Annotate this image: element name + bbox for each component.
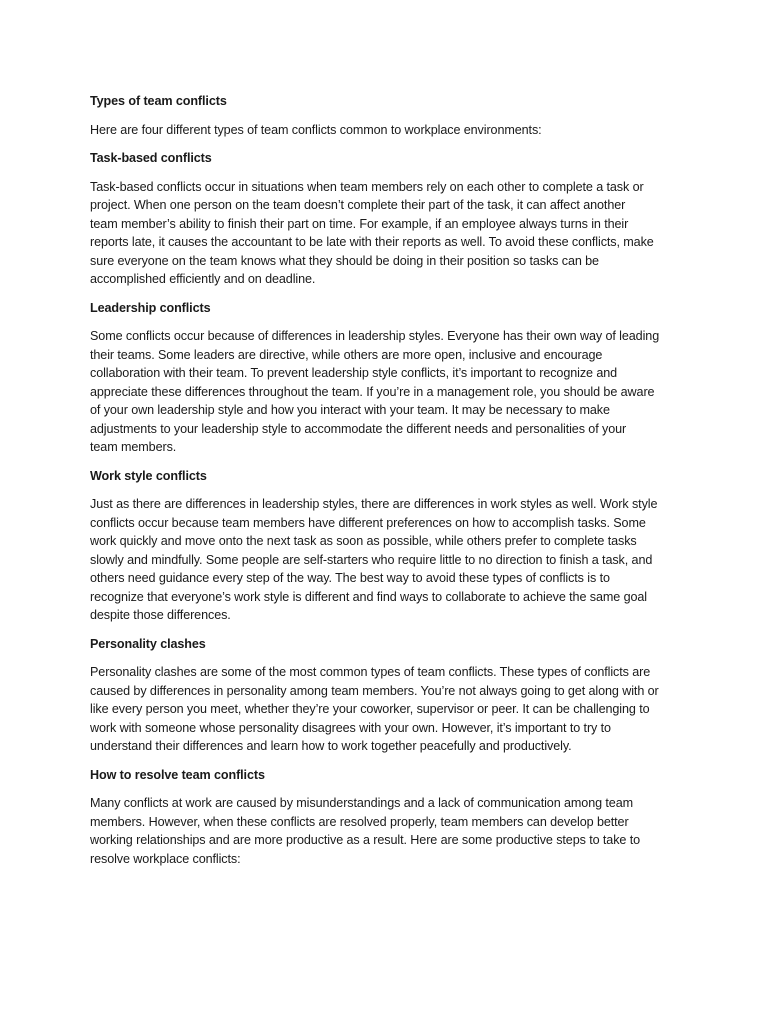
- paragraph-line: reports late, it causes the accountant to be late with their reports as well. To avoid these conflicts, make: [90, 235, 654, 249]
- paragraph-line: of your own leadership style and how you interact with your team. It may be necessary to make: [90, 403, 610, 417]
- section-heading: Task-based conflicts: [90, 151, 212, 165]
- paragraph-line: caused by differences in personality among team members. You’re not always going to get along with or: [90, 683, 659, 698]
- paragraph-line: like every person you meet, whether they’re your coworker, supervisor or peer. It can be challenging to: [90, 702, 650, 716]
- section-heading: How to resolve team conflicts: [90, 767, 265, 782]
- paragraph-line: resolve workplace conflicts:: [90, 851, 241, 866]
- section-task-based: [90, 149, 690, 289]
- paragraph-line: team members.: [90, 440, 177, 454]
- section-heading: Personality clashes: [90, 636, 206, 651]
- section-paragraph: [90, 495, 690, 625]
- paragraph-line: sure everyone on the team knows what they should be doing in their position so tasks can be: [90, 253, 599, 268]
- section-paragraph: [90, 663, 690, 756]
- paragraph-line: conflicts occur because team members have different preferences on how to accomplish tasks. Some: [90, 515, 646, 530]
- paragraph-line: Many conflicts at work are caused by misunderstandings and a lack of communication among team: [90, 796, 633, 810]
- section-heading: Leadership conflicts: [90, 300, 211, 315]
- paragraph-line: understand their differences and learn how to work together peacefully and productively.: [90, 739, 572, 753]
- paragraph-line: project. When one person on the team doesn’t complete their part of the task, it can affect another: [90, 198, 626, 212]
- intro-paragraph: Here are four different types of team conflicts common to workplace environments:: [90, 122, 542, 137]
- section-resolve: [90, 766, 690, 869]
- paragraph-line: slowly and mindfully. Some people are self-starters who require little to no direction to finish a task, and: [90, 552, 653, 567]
- paragraph-line: their teams. Some leaders are directive, while others are more open, inclusive and encourage: [90, 347, 603, 362]
- section-paragraph: [90, 327, 690, 457]
- section-paragraph: [90, 794, 690, 868]
- section-work-style: [90, 467, 690, 625]
- section-personality: [90, 635, 690, 756]
- paragraph-line: team member’s ability to finish their part on time. For example, if an employee always turns in their: [90, 216, 629, 231]
- paragraph-line: appreciate these differences throughout the team. If you’re in a management role, you should be aware: [90, 384, 655, 399]
- paragraph-line: Some conflicts occur because of differences in leadership styles. Everyone has their own way of leading: [90, 329, 660, 343]
- paragraph-line: Task-based conflicts occur in situations when team members rely on each other to complete a task or: [90, 179, 644, 194]
- section-paragraph: [90, 178, 690, 289]
- paragraph-line: adjustments to your leadership style to accommodate the different needs and personalities of your: [90, 421, 627, 436]
- paragraph-line: members. However, when these conflicts are resolved properly, team members can develop better: [90, 814, 629, 829]
- paragraph-line: working relationships and are more productive as a result. Here are some productive steps to take to: [90, 833, 641, 847]
- paragraph-line: Just as there are differences in leadership styles, there are differences in work styles as well. Work style: [90, 497, 658, 511]
- paragraph-line: collaboration with their team. To prevent leadership style conflicts, it’s important to recognize and: [90, 366, 618, 380]
- document-page: [90, 92, 690, 878]
- paragraph-line: others need guidance every step of the way. The best way to avoid these types of conflicts is to: [90, 571, 610, 585]
- document-title: Types of team conflicts: [90, 94, 227, 108]
- paragraph-line: recognize that everyone’s work style is different and find ways to collaborate to achieve the same goal: [90, 589, 647, 604]
- paragraph-line: work with someone whose personality disagrees with your own. However, it’s important to try to: [90, 720, 611, 735]
- paragraph-line: despite those differences.: [90, 608, 231, 622]
- section-heading: Work style conflicts: [90, 468, 207, 483]
- paragraph-line: accomplished efficiently and on deadline.: [90, 272, 316, 286]
- section-leadership: [90, 299, 690, 457]
- paragraph-line: Personality clashes are some of the most common types of team conflicts. These types of conflicts are: [90, 665, 651, 679]
- paragraph-line: work quickly and move onto the next task as soon as possible, while others prefer to complete tasks: [90, 534, 637, 548]
